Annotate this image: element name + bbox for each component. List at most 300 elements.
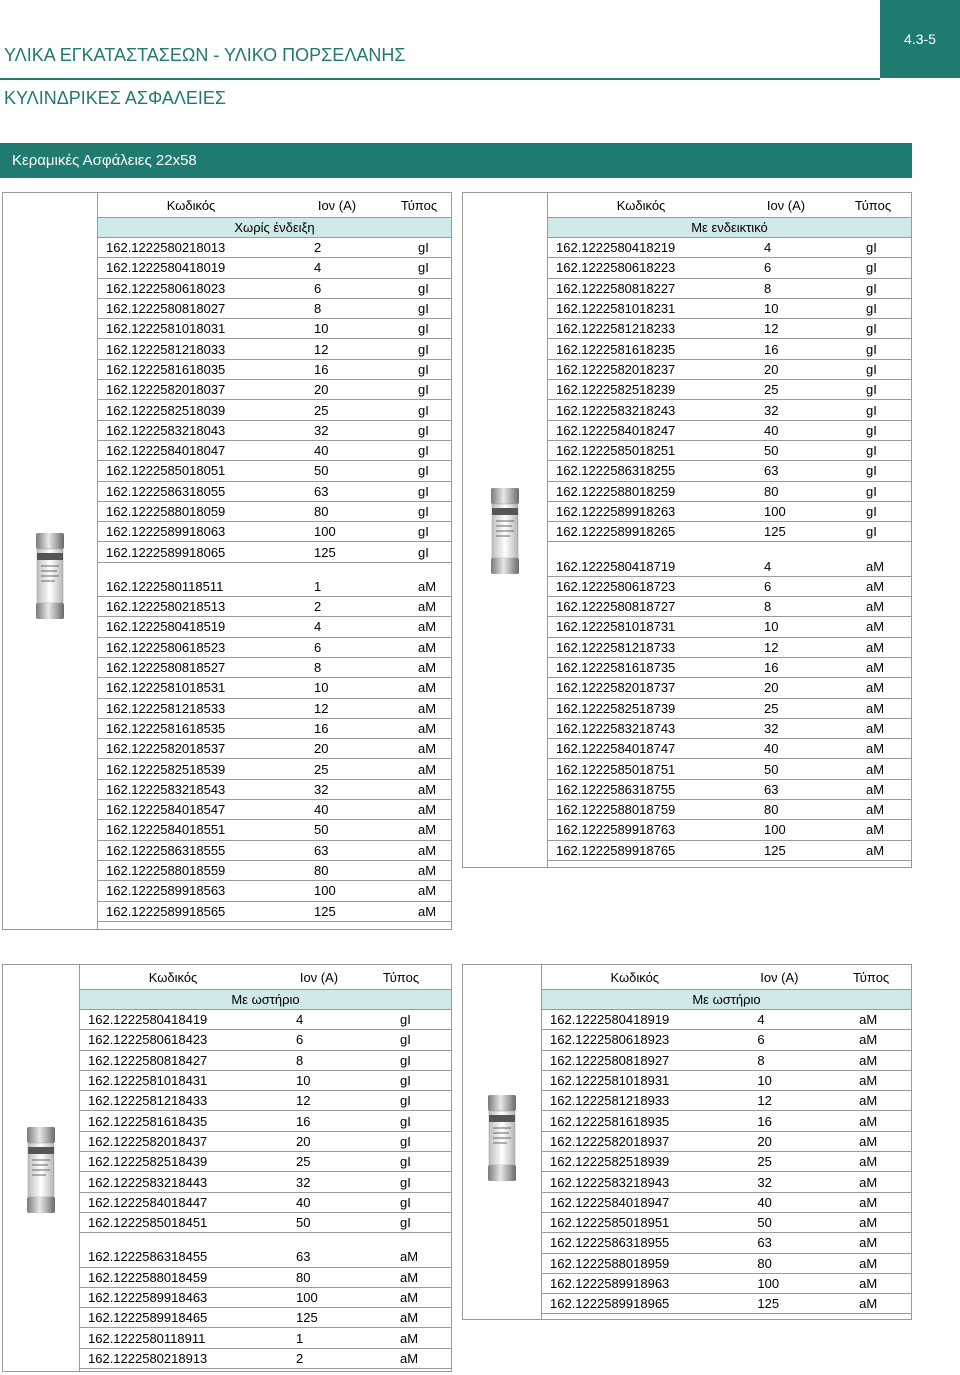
- table-row: [80, 1071, 451, 1091]
- product-code: 162.1222580418919: [550, 1012, 670, 1028]
- fuse-type: aM: [859, 1276, 878, 1291]
- fuse-type: aM: [866, 639, 885, 655]
- table-row: [80, 1111, 451, 1131]
- rated-current: 80: [296, 1269, 311, 1285]
- rated-current: 80: [757, 1255, 772, 1271]
- rated-current: 80: [314, 504, 329, 519]
- rated-current: 8: [757, 1052, 765, 1068]
- rated-current: 10: [764, 619, 779, 635]
- rated-current: 125: [314, 903, 336, 919]
- table-row: [98, 841, 451, 861]
- fuse-type: gI: [418, 301, 429, 317]
- table-row: [542, 1152, 911, 1172]
- rated-current: 40: [764, 422, 779, 438]
- product-code: 162.1222585018251: [556, 443, 676, 459]
- table-row: [542, 1233, 911, 1253]
- rated-current: 2: [314, 599, 322, 615]
- fuse-type: aM: [859, 1255, 878, 1271]
- fuse-type: gI: [418, 463, 429, 479]
- rated-current: 63: [764, 781, 779, 797]
- product-code: 162.1222581218533: [106, 700, 226, 716]
- header-current: Ιον (A): [766, 197, 806, 213]
- table-row: [542, 1172, 911, 1192]
- rated-current: 4: [764, 240, 772, 256]
- product-code: 162.1222583218243: [556, 402, 676, 418]
- table-row: [542, 1091, 911, 1111]
- table-row: [548, 441, 911, 461]
- product-code: 162.1222581218033: [106, 341, 226, 357]
- product-code: 162.1222583218943: [550, 1174, 670, 1190]
- page-title: ΥΛΙΚΑ ΕΓΚΑΤΑΣΤΑΣΕΩΝ - ΥΛΙΚΟ ΠΟΡΣΕΛΑΝΗΣ: [4, 45, 406, 65]
- table-row: [542, 1294, 911, 1314]
- fuse-type: gI: [400, 1174, 411, 1190]
- fuse-type: gI: [400, 1032, 411, 1048]
- rated-current: 6: [757, 1032, 765, 1048]
- product-code: 162.1222581618735: [556, 660, 676, 676]
- fuse-type: gI: [866, 402, 877, 418]
- product-code: 162.1222584018247: [556, 422, 676, 438]
- table-row: [98, 658, 451, 678]
- table-row: [80, 1030, 451, 1050]
- rated-current: 80: [764, 483, 779, 499]
- rated-current: 50: [764, 761, 779, 777]
- fuse-type: gI: [418, 341, 429, 357]
- product-code: 162.1222580418019: [106, 260, 226, 276]
- fuse-type: aM: [418, 903, 437, 919]
- product-code: 162.1222580418519: [106, 619, 226, 635]
- fuse-type: gI: [866, 240, 877, 256]
- product-code: 162.1222582518439: [88, 1154, 208, 1170]
- fuse-type: aM: [400, 1290, 419, 1305]
- fuse-type: aM: [859, 1215, 878, 1231]
- product-code: 162.1222585018051: [106, 463, 226, 479]
- product-code: 162.1222581218733: [556, 639, 676, 655]
- header-code: Κωδικός: [610, 969, 660, 985]
- rated-current: 32: [764, 402, 779, 418]
- table-row: [80, 1247, 451, 1267]
- fuse-type: aM: [866, 599, 885, 615]
- fuse-type: gI: [400, 1194, 411, 1210]
- table-row: [548, 556, 911, 576]
- table-row: [548, 461, 911, 481]
- fuse-type: aM: [866, 842, 885, 858]
- fuse-type: aM: [866, 700, 885, 716]
- fuse-panel-with-indicator: [462, 192, 912, 868]
- rated-current: 100: [757, 1276, 780, 1291]
- rated-current: 16: [764, 341, 779, 357]
- fuse-type: gI: [418, 504, 429, 519]
- fuse-image: [3, 533, 97, 619]
- table-header: [80, 965, 451, 990]
- table-row: [542, 1132, 911, 1152]
- group-title: Με ωστήριο: [80, 990, 451, 1010]
- rated-current: 125: [764, 524, 786, 540]
- cartridge-fuse-icon: [487, 1095, 517, 1181]
- header-type: Τύπος: [382, 969, 420, 985]
- table-row: [542, 1111, 911, 1131]
- product-code: 162.1222581018931: [550, 1073, 670, 1089]
- product-code: 162.1222581018431: [88, 1073, 208, 1089]
- header-current: Ιον (A): [760, 969, 799, 985]
- product-code: 162.1222582518039: [106, 402, 226, 418]
- fuse-type: gI: [400, 1113, 411, 1129]
- table-row: [80, 1091, 451, 1111]
- fuse-type: aM: [859, 1073, 878, 1089]
- rated-current: 12: [764, 321, 779, 337]
- rated-current: 25: [764, 382, 779, 398]
- rated-current: 8: [296, 1052, 304, 1068]
- product-code: 162.1222582018237: [556, 361, 676, 377]
- fuse-type: aM: [418, 863, 437, 879]
- table-row: [98, 861, 451, 881]
- fuse-type: gI: [400, 1012, 411, 1028]
- rated-current: 4: [314, 619, 322, 635]
- fuse-type: aM: [859, 1296, 878, 1312]
- rated-current: 12: [296, 1093, 311, 1109]
- table-row: [80, 1193, 451, 1213]
- product-code: 162.1222589918265: [556, 524, 676, 540]
- product-code: 162.1222586318555: [106, 842, 226, 858]
- fuse-type: gI: [866, 341, 877, 357]
- product-code: 162.1222582018537: [106, 741, 226, 757]
- table-row: [548, 279, 911, 299]
- page-number: 4.3-5: [880, 0, 960, 78]
- rated-current: 25: [757, 1154, 772, 1170]
- fuse-type: gI: [418, 280, 429, 296]
- table-row: [548, 597, 911, 617]
- table-row: [98, 238, 451, 258]
- product-code: 162.1222586318255: [556, 463, 676, 479]
- group-title: Με ενδεικτικό: [548, 218, 911, 238]
- table-row: [548, 780, 911, 800]
- fuse-type: aM: [418, 680, 437, 696]
- rated-current: 20: [296, 1133, 311, 1149]
- group-title: Με ωστήριο: [542, 990, 911, 1010]
- product-code: 162.1222581618535: [106, 720, 226, 736]
- rated-current: 1: [314, 578, 322, 594]
- fuse-type: aM: [418, 578, 437, 594]
- table-row: [98, 482, 451, 502]
- fuse-type: aM: [418, 781, 437, 797]
- product-code: 162.1222589918563: [106, 883, 226, 899]
- fuse-panel-no-indicator: [2, 192, 452, 930]
- product-code: 162.1222589918065: [106, 544, 226, 560]
- fuse-type: gI: [418, 443, 429, 459]
- rated-current: 10: [757, 1073, 772, 1089]
- rated-current: 8: [314, 660, 322, 676]
- rated-current: 100: [314, 524, 336, 540]
- rated-current: 40: [314, 802, 329, 818]
- rated-current: 63: [296, 1249, 311, 1265]
- table-row: [98, 299, 451, 319]
- product-code: 162.1222581218233: [556, 321, 676, 337]
- rated-current: 63: [764, 463, 779, 479]
- table-row: [80, 1268, 451, 1288]
- table-row: [98, 678, 451, 698]
- header-type: Τύπος: [400, 197, 438, 213]
- table-row: [98, 339, 451, 359]
- rated-current: 25: [314, 402, 329, 418]
- product-code: 162.1222583218543: [106, 781, 226, 797]
- fuse-type: aM: [866, 619, 885, 635]
- table-row: [98, 820, 451, 840]
- product-code: 162.1222589918263: [556, 504, 676, 519]
- table-row: [542, 1030, 911, 1050]
- fuse-type: gI: [866, 443, 877, 459]
- fuse-type: gI: [400, 1133, 411, 1149]
- rated-current: 20: [764, 680, 779, 696]
- fuse-type: gI: [418, 402, 429, 418]
- fuse-type: aM: [418, 883, 437, 899]
- table-row: [98, 617, 451, 637]
- cartridge-fuse-icon: [26, 1127, 56, 1213]
- product-code: 162.1222580618923: [550, 1032, 670, 1048]
- table-header: [542, 965, 911, 990]
- product-code: 162.1222581018531: [106, 680, 226, 696]
- fuse-type: aM: [400, 1330, 419, 1346]
- rated-current: 32: [314, 422, 329, 438]
- rated-current: 16: [764, 660, 779, 676]
- table-row: [548, 820, 911, 840]
- table-row: [98, 542, 451, 562]
- product-code: 162.1222588018059: [106, 504, 226, 519]
- table-row: [98, 502, 451, 522]
- rated-current: 16: [314, 361, 329, 377]
- product-code: 162.1222589918765: [556, 842, 676, 858]
- table-row: [98, 461, 451, 481]
- rated-current: 125: [757, 1296, 780, 1312]
- product-code: 162.1222580218513: [106, 599, 226, 615]
- fuse-type: aM: [418, 720, 437, 736]
- product-code: 162.1222586318955: [550, 1235, 670, 1251]
- rated-current: 12: [757, 1093, 772, 1109]
- section-header: Κεραμικές Ασφάλειες 22x58: [0, 143, 912, 178]
- rated-current: 50: [314, 463, 329, 479]
- table-row: [98, 577, 451, 597]
- rated-current: 125: [314, 544, 336, 560]
- product-code: 162.1222580618723: [556, 578, 676, 594]
- fuse-table: [541, 965, 911, 1319]
- product-code: 162.1222580818527: [106, 660, 226, 676]
- product-code: 162.1222584018747: [556, 741, 676, 757]
- product-code: 162.1222583218443: [88, 1174, 208, 1190]
- fuse-type: aM: [400, 1350, 419, 1366]
- table-row: [542, 1051, 911, 1071]
- product-code: 162.1222585018951: [550, 1215, 670, 1231]
- fuse-type: aM: [859, 1174, 878, 1190]
- table-row: [548, 400, 911, 420]
- rated-current: 25: [764, 700, 779, 716]
- rated-current: 10: [314, 321, 329, 337]
- table-row: [548, 577, 911, 597]
- product-code: 162.1222584018447: [88, 1194, 208, 1210]
- fuse-type: gI: [400, 1215, 411, 1231]
- rated-current: 16: [757, 1113, 772, 1129]
- rated-current: 6: [296, 1032, 304, 1048]
- table-row: [98, 719, 451, 739]
- header-type: Τύπος: [853, 969, 890, 985]
- rated-current: 20: [757, 1133, 772, 1149]
- group-spacer: [80, 1233, 451, 1247]
- rated-current: 16: [314, 720, 329, 736]
- product-code: 162.1222589918463: [88, 1290, 208, 1305]
- fuse-table: [547, 193, 911, 867]
- table-header: [98, 193, 451, 218]
- rated-current: 20: [314, 382, 329, 398]
- fuse-type: aM: [866, 660, 885, 676]
- product-code: 162.1222582018437: [88, 1133, 208, 1149]
- product-code: 162.1222580818227: [556, 280, 676, 296]
- rated-current: 25: [314, 761, 329, 777]
- table-row: [80, 1288, 451, 1308]
- table-row: [98, 441, 451, 461]
- fuse-type: gI: [418, 544, 429, 560]
- fuse-type: aM: [866, 578, 885, 594]
- fuse-type: gI: [866, 463, 877, 479]
- fuse-table: [97, 193, 451, 929]
- product-code: 162.1222580418719: [556, 558, 676, 574]
- fuse-type: aM: [418, 660, 437, 676]
- table-row: [548, 238, 911, 258]
- fuse-type: gI: [418, 260, 429, 276]
- group-spacer: [548, 542, 911, 556]
- rated-current: 32: [757, 1174, 772, 1190]
- table-row: [98, 881, 451, 901]
- rated-current: 125: [764, 842, 786, 858]
- fuse-type: aM: [400, 1310, 419, 1326]
- rated-current: 32: [314, 781, 329, 797]
- rated-current: 20: [764, 361, 779, 377]
- rated-current: 10: [764, 301, 779, 317]
- product-code: 162.1222588018259: [556, 483, 676, 499]
- product-code: 162.1222586318055: [106, 483, 226, 499]
- fuse-type: aM: [866, 781, 885, 797]
- fuse-type: aM: [859, 1012, 878, 1028]
- table-row: [98, 400, 451, 420]
- rated-current: 16: [296, 1113, 311, 1129]
- fuse-type: aM: [859, 1052, 878, 1068]
- table-row: [548, 380, 911, 400]
- rated-current: 25: [296, 1154, 311, 1170]
- fuse-type: aM: [866, 558, 885, 574]
- rated-current: 32: [296, 1174, 311, 1190]
- fuse-type: aM: [418, 599, 437, 615]
- fuse-type: aM: [866, 741, 885, 757]
- fuse-type: gI: [866, 361, 877, 377]
- fuse-type: gI: [418, 361, 429, 377]
- rated-current: 20: [314, 741, 329, 757]
- rated-current: 4: [757, 1012, 765, 1028]
- header-code: Κωδικός: [166, 197, 216, 213]
- table-row: [548, 258, 911, 278]
- product-code: 162.1222588018559: [106, 863, 226, 879]
- fuse-type: aM: [859, 1133, 878, 1149]
- fuse-type: aM: [418, 842, 437, 858]
- fuse-type: gI: [866, 504, 877, 519]
- fuse-type: gI: [400, 1093, 411, 1109]
- rated-current: 80: [764, 802, 779, 818]
- product-code: 162.1222583218043: [106, 422, 226, 438]
- product-code: 162.1222582518539: [106, 761, 226, 777]
- table-row: [98, 597, 451, 617]
- rated-current: 63: [314, 842, 329, 858]
- fuse-type: gI: [418, 321, 429, 337]
- table-row: [548, 658, 911, 678]
- product-code: 162.1222580818027: [106, 301, 226, 317]
- table-row: [542, 1213, 911, 1233]
- fuse-type: gI: [400, 1073, 411, 1089]
- table-row: [548, 299, 911, 319]
- rated-current: 100: [314, 883, 336, 899]
- fuse-type: aM: [418, 619, 437, 635]
- product-code: 162.1222589918465: [88, 1310, 208, 1326]
- product-code: 162.1222583218743: [556, 720, 676, 736]
- table-row: [98, 699, 451, 719]
- fuse-type: aM: [418, 741, 437, 757]
- rated-current: 50: [764, 443, 779, 459]
- table-row: [548, 617, 911, 637]
- product-code: 162.1222582018937: [550, 1133, 670, 1149]
- fuse-type: aM: [418, 639, 437, 655]
- table-row: [80, 1349, 451, 1369]
- table-row: [80, 1328, 451, 1348]
- fuse-type: aM: [859, 1235, 878, 1251]
- fuse-type: gI: [418, 483, 429, 499]
- table-row: [548, 800, 911, 820]
- product-code: 162.1222580818927: [550, 1052, 670, 1068]
- rated-current: 80: [314, 863, 329, 879]
- table-row: [80, 1132, 451, 1152]
- fuse-panel-striker-b: [462, 964, 912, 1320]
- product-code: 162.1222589918565: [106, 903, 226, 919]
- rated-current: 10: [296, 1073, 311, 1089]
- table-row: [98, 522, 451, 542]
- table-row: [548, 522, 911, 542]
- fuse-type: gI: [866, 321, 877, 337]
- table-row: [98, 759, 451, 779]
- table-row: [548, 841, 911, 861]
- rated-current: 50: [314, 822, 329, 838]
- table-row: [548, 719, 911, 739]
- product-code: 162.1222589918063: [106, 524, 226, 540]
- cartridge-fuse-icon: [490, 488, 520, 574]
- table-row: [548, 421, 911, 441]
- product-code: 162.1222580418419: [88, 1012, 208, 1028]
- product-code: 162.1222584018947: [550, 1194, 670, 1210]
- table-row: [98, 739, 451, 759]
- rated-current: 40: [764, 741, 779, 757]
- product-code: 162.1222582518739: [556, 700, 676, 716]
- fuse-type: aM: [866, 720, 885, 736]
- product-code: 162.1222580618523: [106, 639, 226, 655]
- fuse-type: aM: [866, 822, 885, 838]
- fuse-type: aM: [866, 802, 885, 818]
- header-type: Τύπος: [854, 197, 892, 213]
- product-code: 162.1222588018459: [88, 1269, 208, 1285]
- product-code: 162.1222581218933: [550, 1093, 670, 1109]
- table-row: [548, 739, 911, 759]
- group-spacer: [98, 563, 451, 577]
- rated-current: 63: [757, 1235, 772, 1251]
- table-row: [542, 1010, 911, 1030]
- product-code: 162.1222582518939: [550, 1154, 670, 1170]
- product-code: 162.1222589918963: [550, 1276, 670, 1291]
- table-row: [548, 360, 911, 380]
- fuse-type: gI: [418, 240, 429, 256]
- product-code: 162.1222581618435: [88, 1113, 208, 1129]
- product-code: 162.1222581218433: [88, 1093, 208, 1109]
- table-row: [98, 800, 451, 820]
